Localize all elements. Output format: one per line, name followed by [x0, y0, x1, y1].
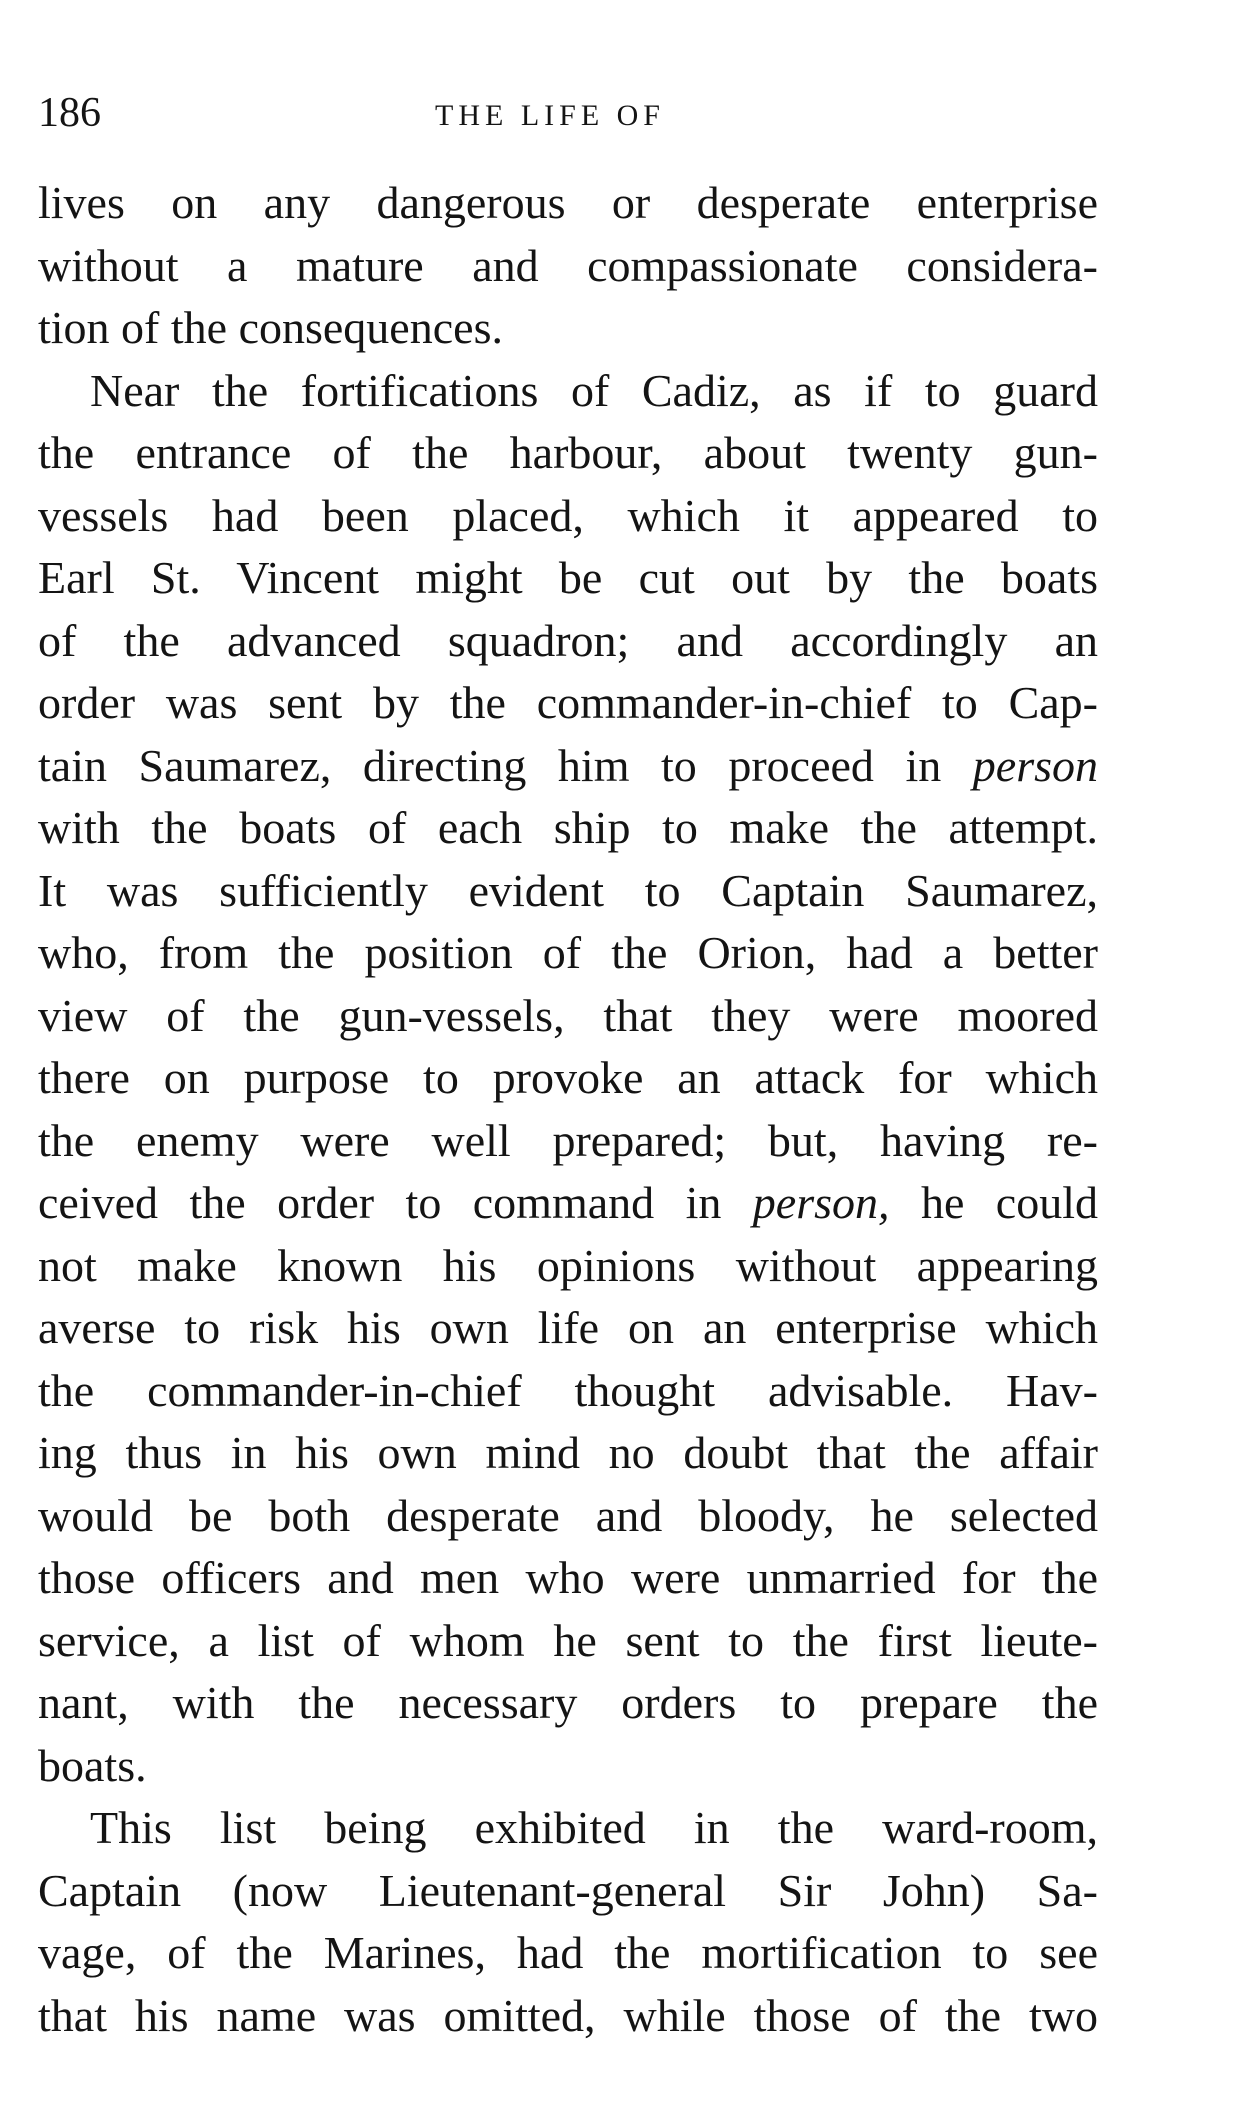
page-number: 186 [38, 90, 101, 136]
text-line: boats. [38, 1739, 147, 1791]
text-line: order was sent by the commander-in-chief to Cap- [38, 677, 1098, 728]
text-segment: he could [920, 1177, 1099, 1228]
text-line: nant, with the necessary orders to prepare the [38, 1677, 1098, 1728]
text-line: It was sufficiently evident to Captain Saumarez, [38, 864, 1098, 916]
text-line: without a mature and compassionate considera- [38, 239, 1098, 291]
text-line: vessels had been placed, which it appeared to [38, 489, 1098, 541]
text-line: Captain (now Lieutenant-general Sir John) Sa- [38, 1864, 1098, 1916]
text-line: not make known his opinions without appearing [38, 1239, 1098, 1291]
text-line-with-italic [38, 1172, 1098, 1235]
text-line: the enemy were well prepared; but, having re- [38, 1114, 1098, 1166]
italic-word: person [972, 739, 1099, 791]
text-line: tion of the consequences. [38, 302, 503, 353]
text-line: who, from the position of the Orion, had a better [38, 927, 1098, 978]
text-line: averse to risk his own life on an enterprise which [38, 1302, 1098, 1353]
text-line: would be both desperate and bloody, he selected [38, 1489, 1098, 1541]
text-line: those officers and men who were unmarried for the [38, 1552, 1098, 1603]
text-line: Earl St. Vincent might be cut out by the boats [38, 552, 1098, 603]
running-head: THE LIFE OF [435, 99, 665, 132]
text-line: the commander-in-chief thought advisable. Hav- [38, 1364, 1098, 1416]
paragraph-start-line: This list being exhibited in the ward-room, [90, 1802, 1098, 1853]
text-line: view of the gun-vessels, that they were moored [38, 989, 1098, 1041]
italic-word: person, [752, 1177, 890, 1228]
body-text [38, 172, 1098, 2047]
text-segment: tain Saumarez, directing him to proceed in [38, 739, 942, 791]
text-line: lives on any dangerous or desperate enterprise [38, 177, 1098, 228]
paragraph-start-line: Near the fortifications of Cadiz, as if to guard [90, 364, 1098, 416]
text-segment: ceived the order to command in [38, 1177, 722, 1228]
text-line: of the advanced squadron; and accordingly an [38, 614, 1098, 666]
text-line: with the boats of each ship to make the attempt. [38, 802, 1098, 853]
text-line: there on purpose to provoke an attack for which [38, 1052, 1098, 1103]
text-line: vage, of the Marines, had the mortification to see [38, 1927, 1098, 1978]
text-line-with-italic [38, 735, 1098, 798]
text-line: service, a list of whom he sent to the first lieute- [38, 1614, 1098, 1666]
text-line: that his name was omitted, while those of the two [38, 1989, 1098, 2041]
text-line: ing thus in his own mind no doubt that the affair [38, 1427, 1098, 1478]
text-line: the entrance of the harbour, about twenty gun- [38, 427, 1098, 478]
